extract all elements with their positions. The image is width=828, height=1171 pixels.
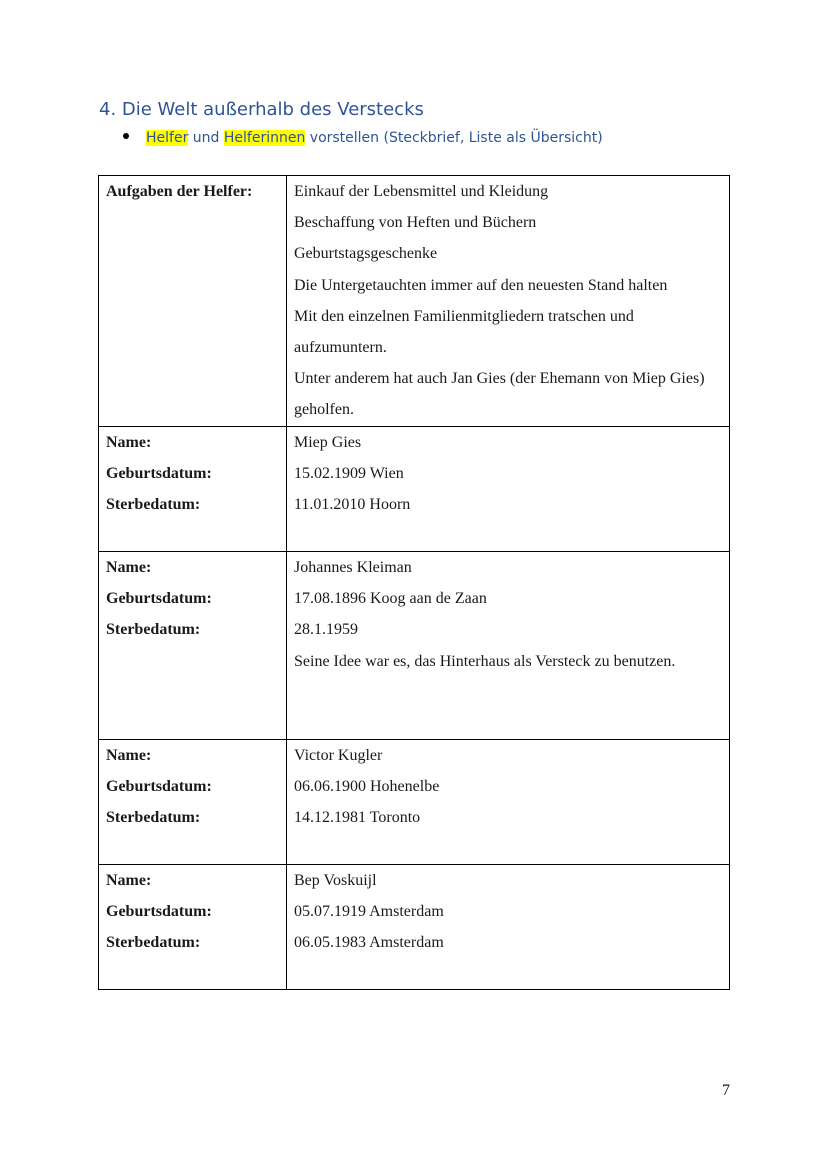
- bullet-text-rest: vorstellen (Steckbrief, Liste als Übersicht): [305, 130, 603, 146]
- tasks-list: [287, 176, 730, 427]
- helper-name: Victor Kugler: [294, 747, 383, 764]
- task-line: Einkauf der Lebensmittel und Kleidung: [294, 183, 549, 200]
- bullet-dot-icon: [123, 133, 129, 139]
- helper-values: [287, 740, 730, 865]
- death-label: Sterbedatum:: [106, 621, 201, 639]
- task-line: Geburtstagsgeschenke: [294, 245, 438, 263]
- table-row-helper: [99, 427, 730, 552]
- task-line: Unter anderem hat auch Jan Gies (der Ehemann von Miep Gies) geholfen.: [294, 370, 705, 419]
- tasks-label: Aufgaben der Helfer:: [99, 176, 287, 427]
- helper-birth: 15.02.1909 Wien: [294, 465, 404, 483]
- highlighted-word-helferinnen: Helferinnen: [223, 130, 306, 146]
- helper-death: 14.12.1981 Toronto: [294, 809, 421, 827]
- death-label: Sterbedatum:: [106, 496, 201, 514]
- table-row-tasks: [99, 176, 730, 427]
- helper-note: Seine Idee war es, das Hinterhaus als Versteck zu benutzen.: [294, 652, 676, 670]
- helper-death: 28.1.1959: [294, 621, 358, 639]
- table-row-helper: [99, 552, 730, 740]
- helper-death: 11.01.2010 Hoorn: [294, 496, 411, 514]
- bullet-text-connector: und: [188, 130, 224, 146]
- name-label: Name:: [106, 747, 152, 764]
- section-heading: 4. Die Welt außerhalb des Verstecks: [99, 99, 424, 120]
- highlighted-word-helfer: Helfer: [146, 130, 189, 146]
- helper-labels: [99, 427, 287, 552]
- page-number: 7: [722, 1082, 730, 1099]
- helper-birth: 17.08.1896 Koog aan de Zaan: [294, 590, 487, 608]
- helper-values: [287, 427, 730, 552]
- task-line: Beschaffung von Heften und Büchern: [294, 214, 537, 232]
- helper-birth: 06.06.1900 Hohenelbe: [294, 778, 440, 796]
- table-row-helper: [99, 865, 730, 990]
- name-label: Name:: [106, 434, 152, 451]
- name-label: Name:: [106, 559, 152, 576]
- task-line: Mit den einzelnen Familienmitgliedern tratschen und aufzumuntern.: [294, 307, 634, 357]
- helper-death: 06.05.1983 Amsterdam: [294, 934, 444, 952]
- helpers-table: [98, 175, 730, 990]
- task-line: Die Untergetauchten immer auf den neuesten Stand halten: [294, 276, 668, 294]
- death-label: Sterbedatum:: [106, 934, 201, 952]
- birth-label: Geburtsdatum:: [106, 903, 212, 921]
- helper-labels: [99, 865, 287, 990]
- helper-values: [287, 552, 730, 740]
- helper-birth: 05.07.1919 Amsterdam: [294, 903, 444, 921]
- helper-labels: [99, 552, 287, 740]
- helper-values: [287, 865, 730, 990]
- death-label: Sterbedatum:: [106, 809, 201, 827]
- helper-name: Miep Gies: [294, 434, 362, 451]
- helper-labels: [99, 740, 287, 865]
- helper-name: Bep Voskuijl: [294, 872, 377, 889]
- helper-name: Johannes Kleiman: [294, 559, 412, 576]
- table-row-helper: [99, 740, 730, 865]
- name-label: Name:: [106, 872, 152, 889]
- birth-label: Geburtsdatum:: [106, 465, 212, 483]
- birth-label: Geburtsdatum:: [106, 778, 212, 796]
- bullet-item: [123, 130, 603, 146]
- birth-label: Geburtsdatum:: [106, 590, 212, 608]
